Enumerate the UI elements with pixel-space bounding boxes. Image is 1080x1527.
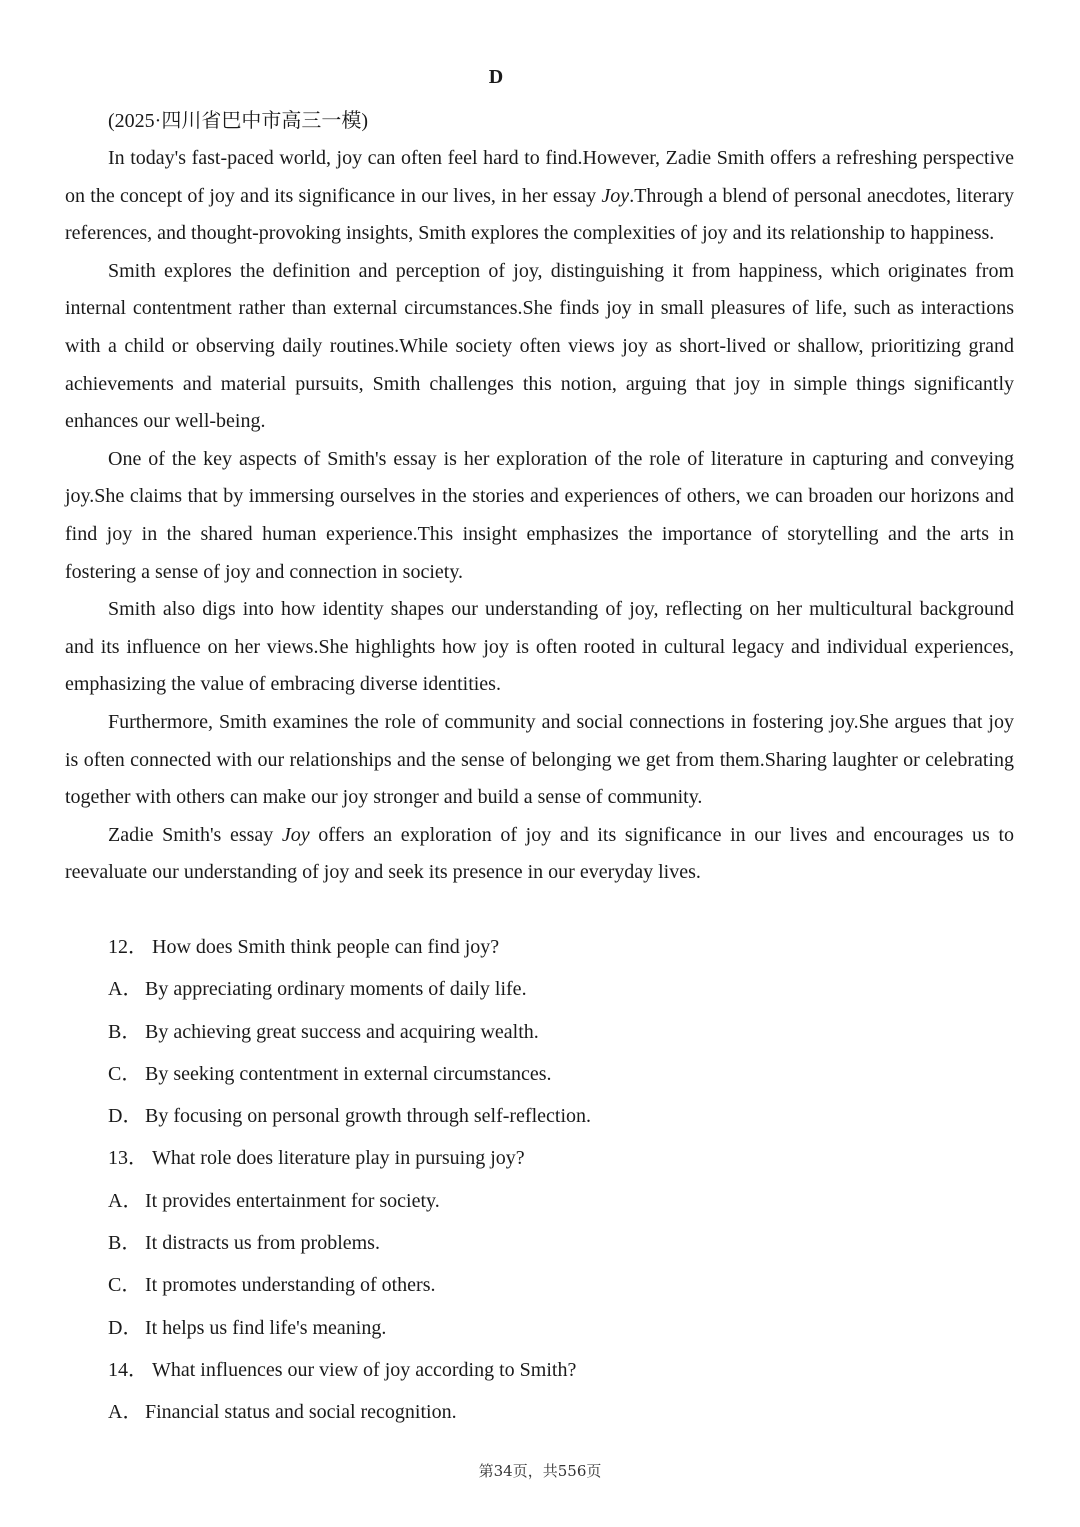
page-indicator: 第34页，共556页 [478, 1462, 602, 1480]
option-text: By appreciating ordinary moments of daily life. [145, 978, 527, 1001]
passage-paragraph-5 [65, 704, 1014, 817]
option-text: By seeking contentment in external circumstances. [145, 1062, 552, 1085]
question-14-stem [108, 1351, 1014, 1393]
paragraph-text: Zadie Smith's essay [108, 823, 282, 846]
option-letter: D． [108, 1316, 143, 1339]
passage-paragraph-3 [65, 441, 1014, 591]
exam-source: (2025·四川省巴中市高三一模) [108, 110, 368, 132]
essay-title: Joy [281, 823, 310, 846]
reading-passage [65, 140, 1014, 892]
question-14-option-a [108, 1393, 1014, 1435]
option-letter: A． [108, 978, 143, 1001]
option-letter: B． [108, 1020, 142, 1043]
option-letter: D． [108, 1105, 143, 1128]
passage-paragraph-4 [65, 591, 1014, 704]
question-text: What influences our view of joy according to Smith? [152, 1358, 577, 1381]
option-letter: A． [108, 1401, 143, 1424]
section-heading: D [488, 66, 504, 88]
question-13-stem [108, 1139, 1014, 1181]
passage-paragraph-2 [65, 253, 1014, 441]
option-letter: C． [108, 1062, 142, 1085]
question-12-option-a [108, 970, 1014, 1012]
option-letter: B． [108, 1232, 142, 1255]
option-text: It provides entertainment for society. [145, 1189, 440, 1212]
option-text: It distracts us from problems. [145, 1232, 380, 1255]
passage-paragraph-6 [65, 817, 1014, 892]
option-text: By achieving great success and acquiring wealth. [145, 1020, 539, 1043]
question-12-option-c [108, 1055, 1014, 1097]
question-number: 12． [108, 936, 148, 958]
option-text: By focusing on personal growth through self-reflection. [145, 1105, 592, 1128]
paragraph-text: In today's fast-paced world, joy can often feel hard to find.However, Zadie Smith offers a refreshing perspective on the concept of joy and its significance in our lives, in her essay [65, 147, 1014, 207]
question-text: How does Smith think people can find joy? [152, 936, 500, 958]
question-13-option-b [108, 1224, 1014, 1266]
question-13-option-a [108, 1182, 1014, 1224]
passage-paragraph-1 [65, 140, 1014, 253]
paragraph-text: Furthermore, Smith examines the role of community and social connections in fostering joy.She argues that joy is often connected with our relationships and the sense of belonging we get from them.Sharing laughter or celebrating together with others can make our joy stronger and build a sense of community. [65, 710, 1014, 809]
question-number: 14． [108, 1358, 148, 1381]
paragraph-text: .Through a blend of personal anecdotes, literary references, and thought-provoking insights, Smith explores the complexities of joy and its relationship to happiness. [65, 184, 1014, 245]
option-text: It promotes understanding of others. [145, 1274, 436, 1297]
option-letter: C． [108, 1274, 142, 1297]
paragraph-text: offers an exploration of joy and its significance in our lives and encourages us to reevaluate our understanding of joy and seek its presence in our everyday lives. [65, 823, 1015, 884]
essay-title: Joy [601, 184, 630, 207]
option-text: Financial status and social recognition. [145, 1401, 457, 1424]
question-13-option-c [108, 1266, 1014, 1308]
question-list [108, 928, 1014, 1436]
question-12-stem [108, 928, 1014, 970]
question-13-option-d [108, 1309, 1014, 1351]
question-12-option-b [108, 1013, 1014, 1055]
paragraph-text: Smith also digs into how identity shapes our understanding of joy, reflecting on her multicultural background and its influence on her views.She highlights how joy is often rooted in cultural legacy and individual experiences, emphasizing the value of embracing diverse identities. [65, 598, 1014, 696]
question-12-option-d [108, 1097, 1014, 1139]
option-text: It helps us find life's meaning. [145, 1316, 387, 1339]
question-text: What role does literature play in pursuing joy? [152, 1147, 525, 1170]
paragraph-text: One of the key aspects of Smith's essay is her exploration of the role of literature in capturing and conveying joy.She claims that by immersing ourselves in the stories and experiences of others, we can broaden our horizons and find joy in the shared human experience.This insight emphasizes the importance of storytelling and the arts in fostering a sense of joy and connection in society. [65, 447, 1014, 583]
question-number: 13． [108, 1147, 148, 1170]
paragraph-text: Smith explores the definition and perception of joy, distinguishing it from happiness, which originates from internal contentment rather than external circumstances.She finds joy in small pleasures of life, such as interactions with a child or observing daily routines.While society often views joy as short-lived or shallow, prioritizing grand achievements and material pursuits, Smith challenges this notion, arguing that joy in simple things significantly enhances our well-being. [65, 259, 1014, 433]
option-letter: A． [108, 1189, 143, 1212]
